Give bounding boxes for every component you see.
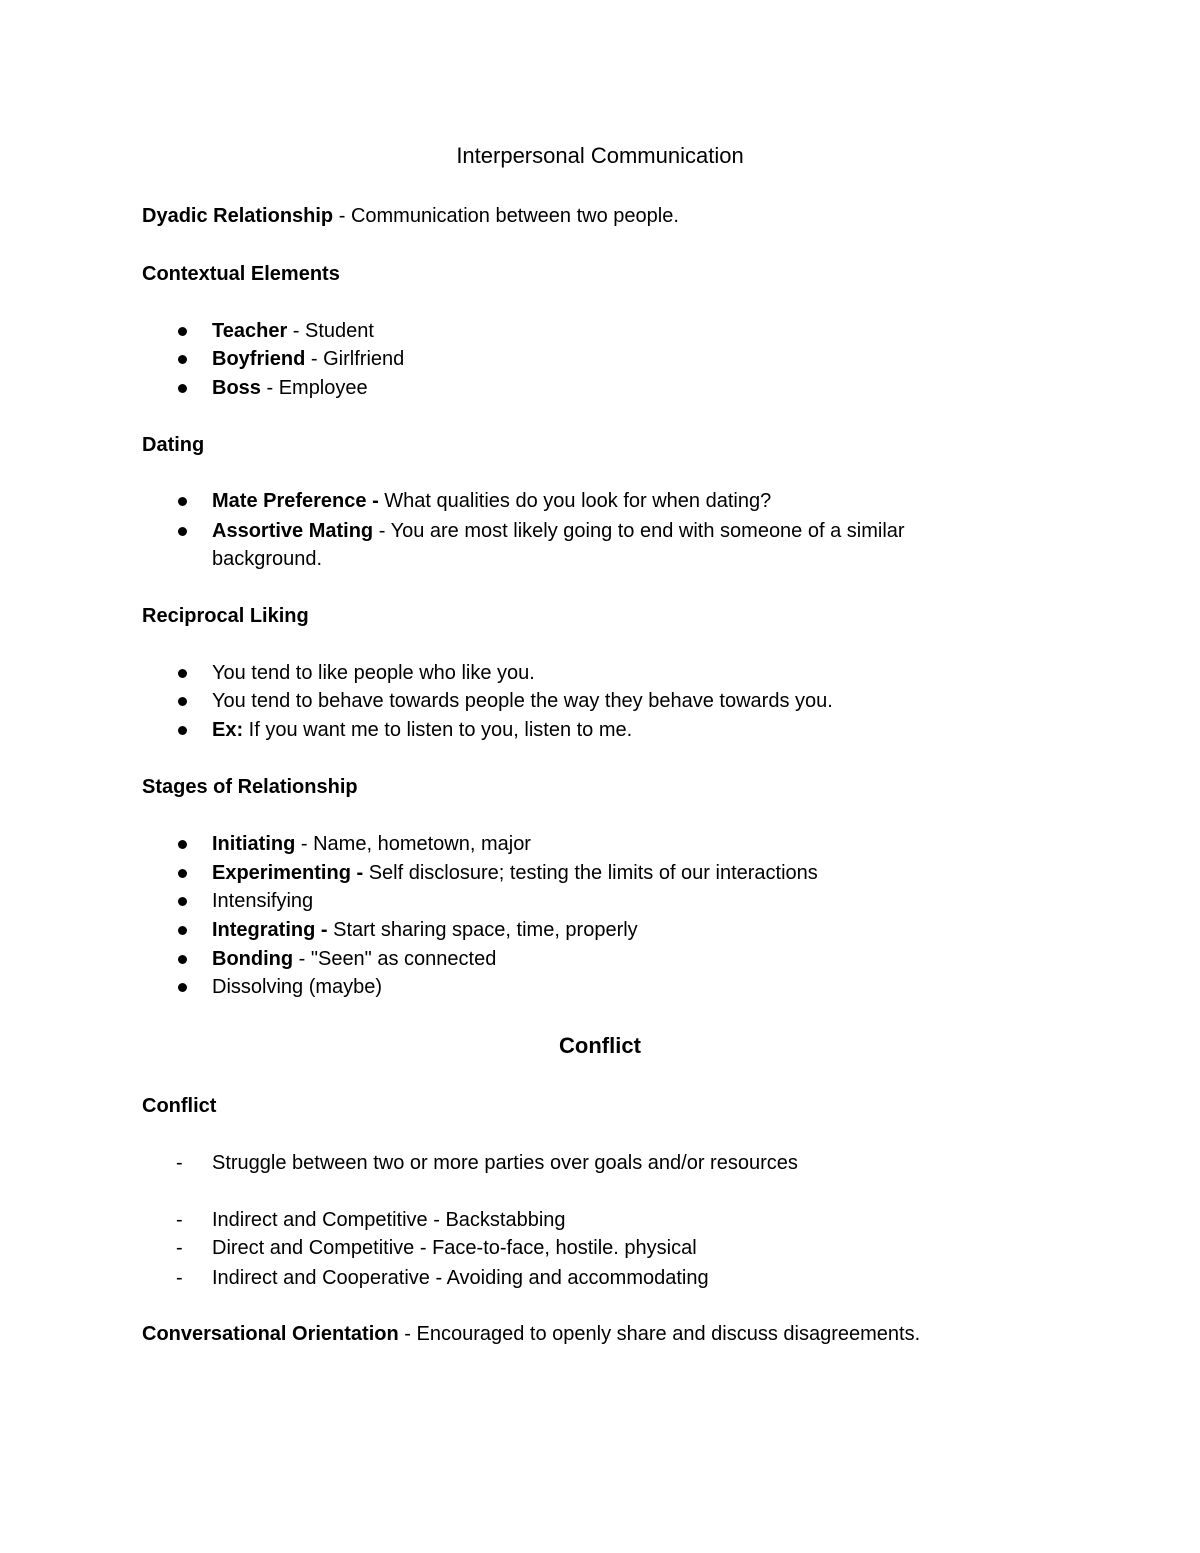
item-text: Student (305, 320, 374, 342)
item-text: If you want me to listen to you, listen to me. (243, 719, 633, 741)
item-separator: - (373, 520, 391, 542)
contextual-elements-heading: Contextual Elements (142, 263, 340, 285)
bullet-icon (178, 897, 187, 906)
list-item (212, 890, 313, 912)
page-title: Interpersonal Communication (456, 143, 744, 168)
list-item (176, 1152, 798, 1174)
item-text: Struggle between two or more parties over goals and/or resources (212, 1152, 798, 1174)
item-term: Mate Preference - (212, 490, 379, 512)
bullet-icon (178, 840, 187, 849)
item-term: Ex: (212, 719, 244, 741)
item-text: Name, hometown, major (313, 833, 531, 855)
list-item (212, 320, 374, 342)
conversational-term: Conversational Orientation (142, 1323, 399, 1345)
conversational-separator: - (398, 1323, 417, 1345)
item-separator: - (260, 377, 279, 399)
item-term: Integrating - (212, 919, 328, 941)
conversational-orientation-paragraph (142, 1323, 920, 1345)
item-text: Girlfriend (323, 348, 405, 370)
list-item (176, 1237, 697, 1259)
dyadic-term: Dyadic Relationship (142, 205, 334, 227)
list-item (212, 919, 638, 941)
item-text: Indirect and Cooperative - Avoiding and accommodating (212, 1267, 709, 1289)
bullet-icon (178, 497, 187, 506)
bullet-icon (178, 983, 187, 992)
item-text: What qualities do you look for when dating? (378, 490, 772, 512)
list-item (212, 520, 905, 542)
bullet-icon (178, 869, 187, 878)
item-text: Direct and Competitive - Face-to-face, hostile. physical (212, 1237, 697, 1259)
bullet-icon (178, 327, 187, 336)
item-separator: - (305, 348, 324, 370)
list-item (212, 948, 496, 970)
list-item (212, 377, 368, 399)
item-text: You tend to behave towards people the way they behave towards you. (212, 690, 833, 712)
dyadic-relationship-paragraph (142, 205, 679, 227)
list-item (176, 1267, 709, 1289)
bullet-icon (178, 726, 187, 735)
bullet-icon (178, 697, 187, 706)
list-item-continuation: background. (212, 548, 323, 570)
conflict-heading: Conflict (142, 1095, 217, 1117)
reciprocal-liking-heading: Reciprocal Liking (142, 605, 309, 627)
item-term: Assortive Mating (212, 520, 374, 542)
dash-marker: - (176, 1237, 183, 1259)
bullet-icon (178, 384, 187, 393)
dyadic-definition: Communication between two people. (350, 205, 679, 227)
conversational-definition: Encouraged to openly share and discuss disagreements. (416, 1323, 921, 1345)
dash-marker: - (176, 1209, 183, 1231)
bullet-icon (178, 355, 187, 364)
dash-marker: - (176, 1152, 183, 1174)
list-item (212, 690, 833, 712)
dash-marker: - (176, 1267, 183, 1289)
item-separator: - (295, 833, 314, 855)
item-term: Bonding (212, 948, 294, 970)
dating-heading: Dating (142, 434, 205, 456)
dyadic-separator: - (333, 205, 351, 227)
item-text: Start sharing space, time, properly (327, 919, 638, 941)
item-term: Boyfriend (212, 348, 306, 370)
bullet-icon (178, 926, 187, 935)
item-text: Self disclosure; testing the limits of our interactions (363, 862, 818, 884)
item-term: Teacher (212, 320, 288, 342)
list-item (212, 719, 632, 741)
item-separator: - (293, 948, 311, 970)
item-text: Employee (278, 377, 368, 399)
item-text: You are most likely going to end with someone of a similar (390, 520, 905, 542)
list-item (212, 348, 404, 370)
item-separator: - (287, 320, 306, 342)
item-text: "Seen" as connected (310, 948, 497, 970)
stages-heading: Stages of Relationship (142, 776, 358, 798)
list-item (212, 662, 535, 684)
bullet-icon (178, 669, 187, 678)
item-term: Boss (212, 377, 261, 399)
list-item (212, 862, 818, 884)
list-item (212, 976, 382, 998)
bullet-icon (178, 955, 187, 964)
item-text: Intensifying (212, 890, 314, 912)
bullet-icon (178, 527, 187, 536)
item-text: Indirect and Competitive - Backstabbing (212, 1209, 566, 1231)
list-item (212, 833, 531, 855)
item-term: Experimenting - (212, 862, 364, 884)
item-term: Initiating (212, 833, 296, 855)
list-item (176, 1209, 566, 1231)
item-text: Dissolving (maybe) (212, 976, 383, 998)
item-text: You tend to like people who like you. (212, 662, 535, 684)
conflict-section-title: Conflict (559, 1033, 641, 1058)
list-item (212, 490, 771, 512)
